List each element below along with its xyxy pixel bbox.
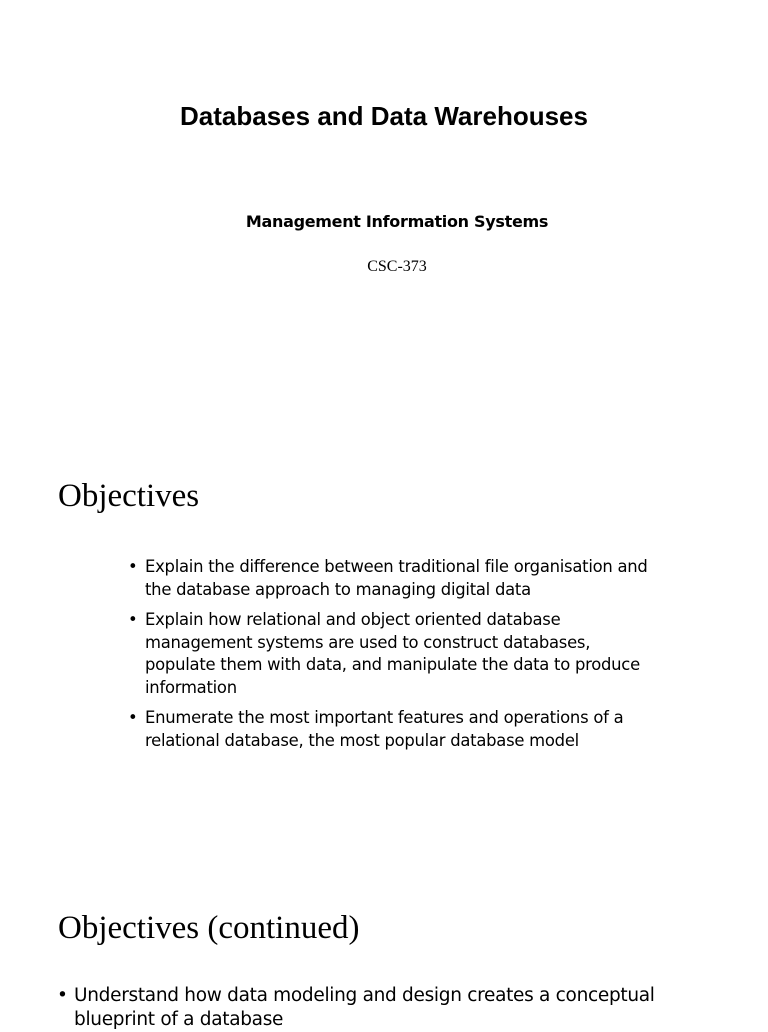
slide-subtitle: Management Information Systems — [245, 212, 549, 231]
bullet-icon: • — [128, 708, 138, 727]
list-item-text: Explain the difference between traditional file organisation and the database approach to managing digital data — [145, 557, 648, 599]
list-item — [128, 556, 648, 601]
slide-title: Databases and Data Warehouses — [180, 101, 588, 131]
objectives-heading: Objectives — [58, 478, 200, 514]
list-item-text: Enumerate the most important features and operations of a relational database, the most popular database model — [145, 708, 624, 750]
objectives-continued-heading: Objectives (continued) — [58, 910, 360, 946]
objectives-list — [128, 556, 648, 760]
list-item — [128, 707, 648, 752]
objectives-slide — [0, 410, 768, 840]
title-slide — [0, 0, 768, 410]
objectives-continued-slide — [0, 840, 768, 1030]
list-item — [128, 609, 648, 699]
bullet-icon: • — [57, 985, 68, 1006]
list-item-text: Explain how relational and object oriented database management systems are used to construct databases, populate them with data, and manipulate the data to produce information — [145, 610, 640, 697]
course-code: CSC-373 — [367, 258, 427, 275]
bullet-icon: • — [128, 610, 138, 629]
bullet-icon: • — [128, 557, 138, 576]
list-item-text: Understand how data modeling and design creates a conceptual blueprint of a database — [74, 985, 655, 1030]
objectives-continued-list — [57, 984, 677, 1032]
list-item — [57, 984, 677, 1032]
